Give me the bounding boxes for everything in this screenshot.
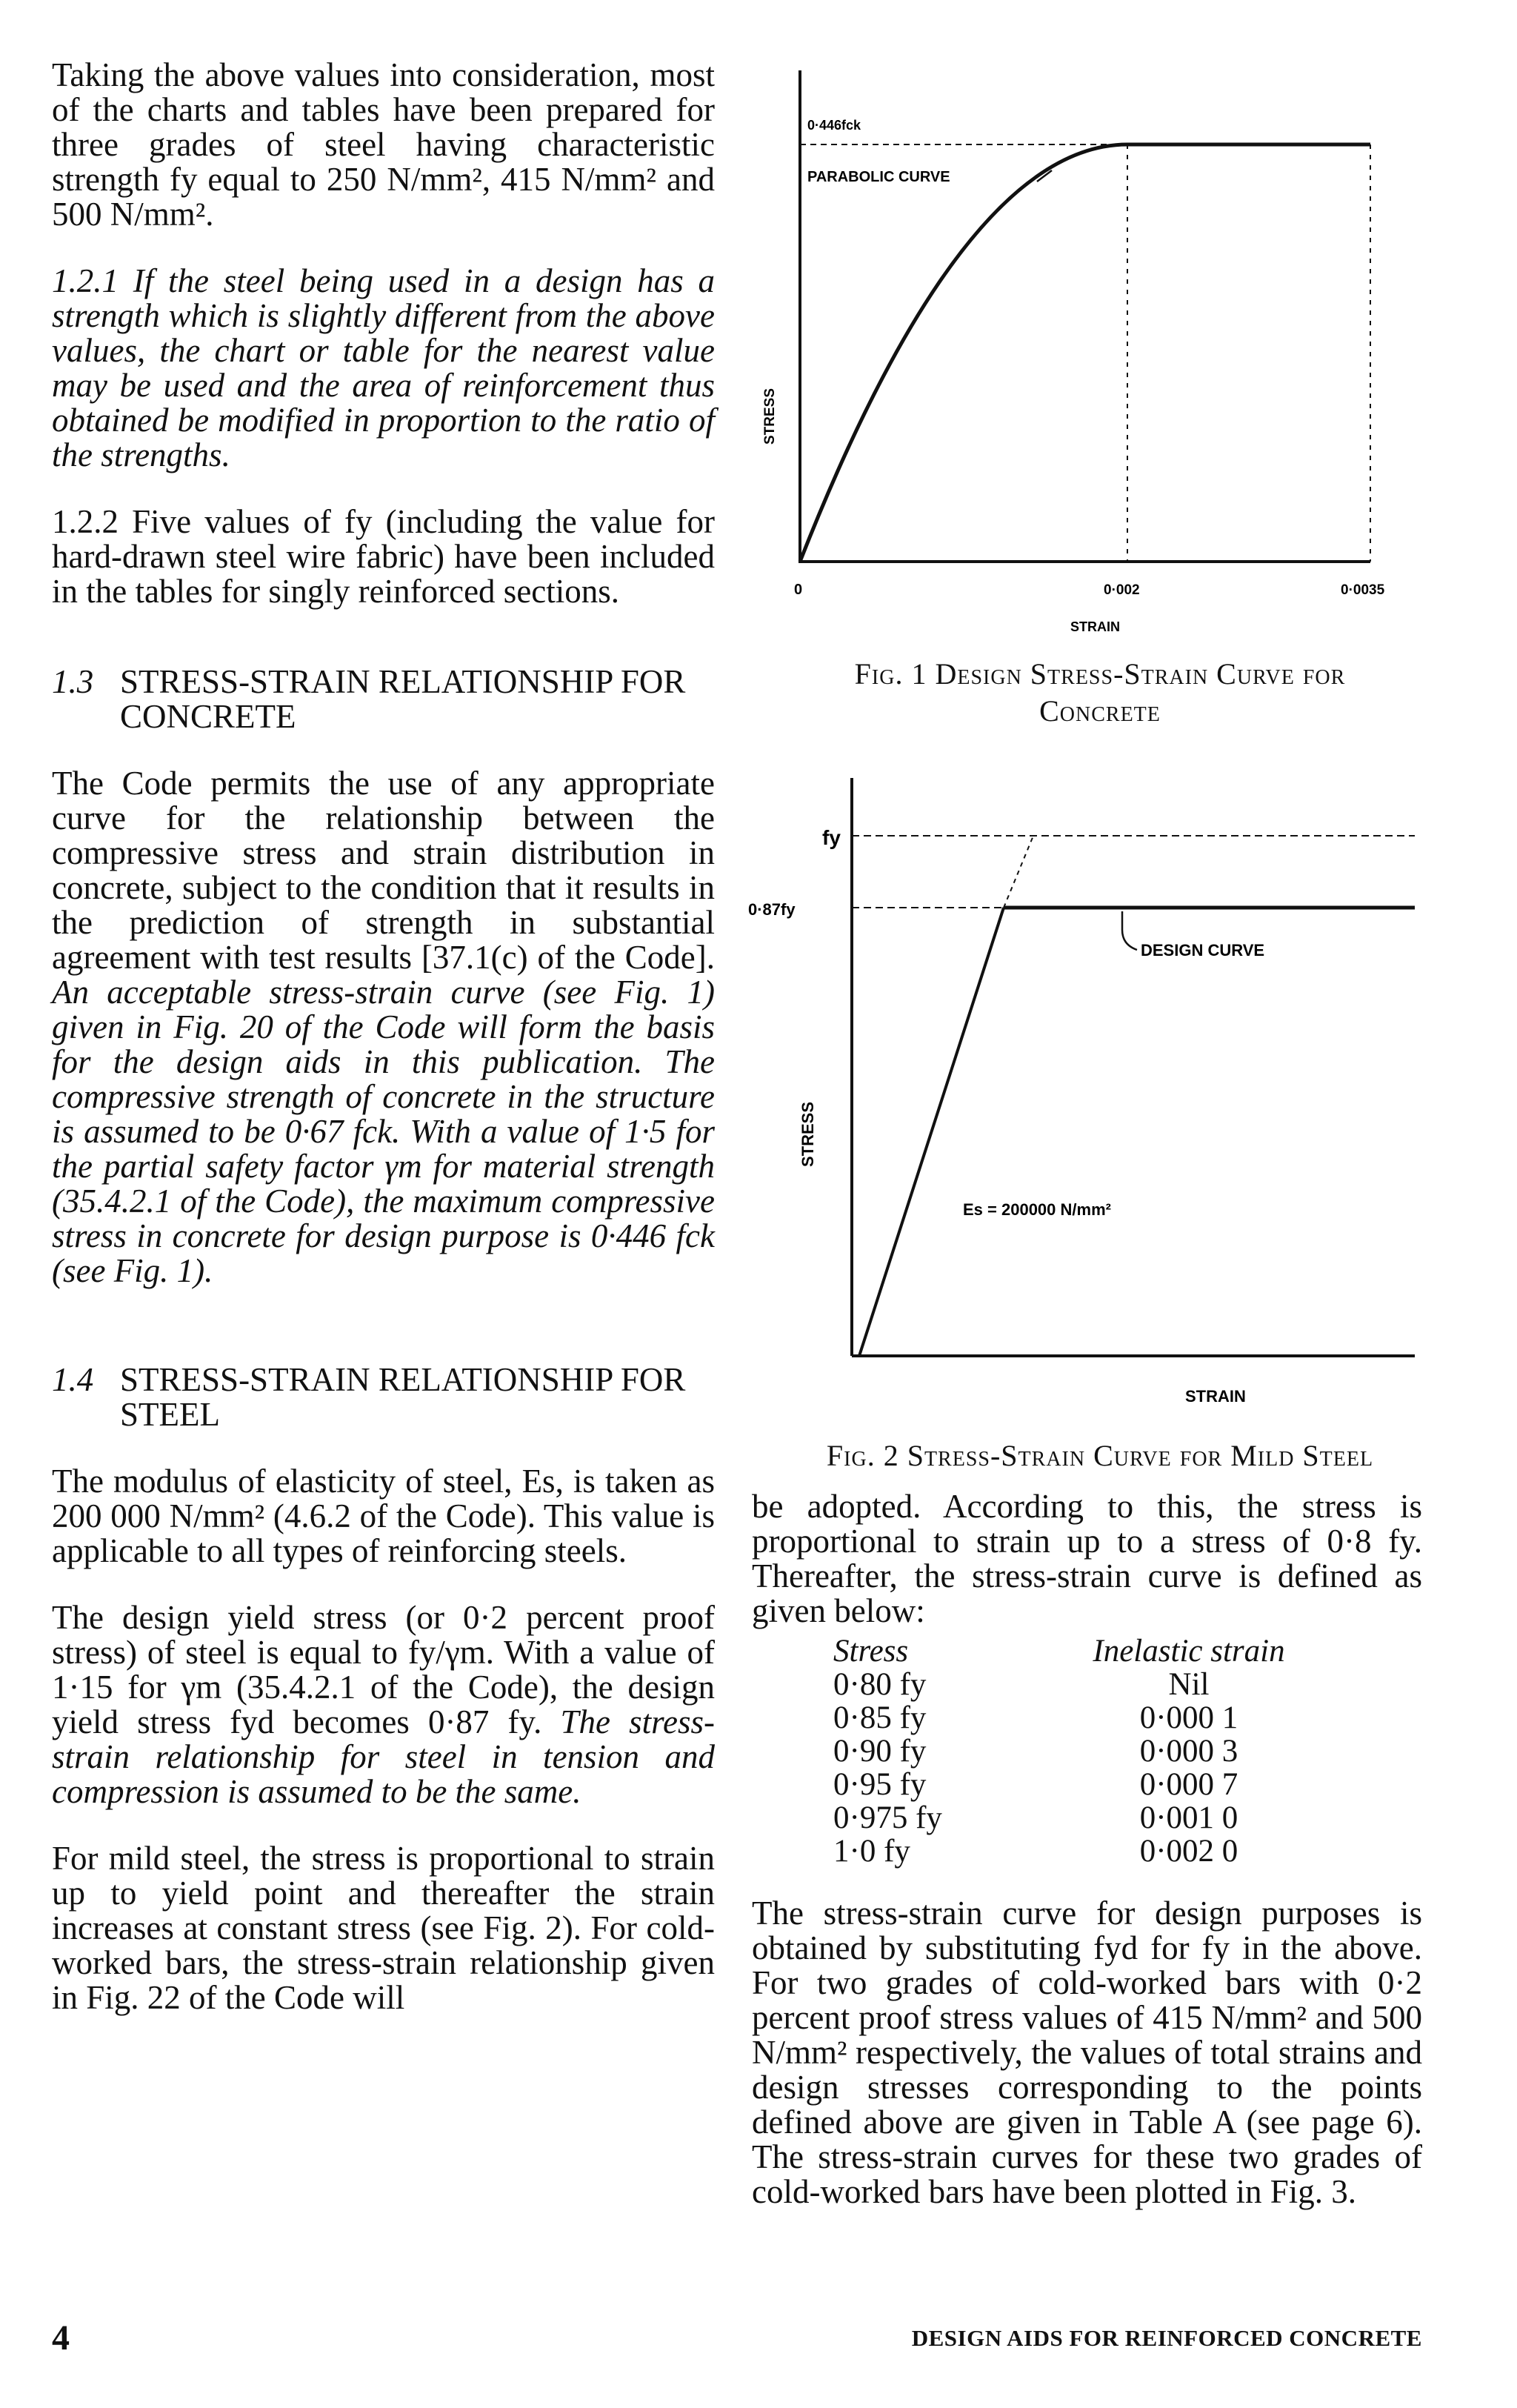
section-1-4-heading [52, 1363, 715, 1432]
running-head: DESIGN AIDS FOR REINFORCED CONCRETE [911, 2325, 1422, 2351]
fig1-parabolic-curve [800, 144, 1370, 562]
fig1-peak-label: 0·446fck [807, 118, 861, 133]
stress-cell: 0·85 fy [833, 1700, 927, 1735]
figure-1-caption-line-2: Concrete [1039, 694, 1161, 728]
fig1-y-label: STRESS [762, 388, 778, 445]
figure-1 [748, 59, 1452, 637]
strain-cell: 0·000 7 [1139, 1767, 1238, 1802]
design-curve-paragraph: The stress-strain curve for design purposes is obtained by substituting fyd for fy in the above. For two grades of cold-worked bars with 0·2 percent proof stress values of 415 N/mm² and 500 N/mm² respectively, the values of total strains and design stresses corresponding to the points defined above are given in Table A (see page 6). The stress-strain curves for these two grades of cold-worked bars have been plotted in Fig. 3. [752, 1895, 1422, 2210]
stress-cell: 0·95 fy [833, 1767, 927, 1802]
stress-cell: 0·90 fy [833, 1734, 927, 1769]
table-row [833, 1701, 1300, 1735]
clause-1-3-italic-text: An acceptable stress-strain curve (see Fig. 1) given in Fig. 20 of the Code will form the basis for the design aids in this publication. The compressive strength of concrete in the structure is assumed to be 0·67 fck. With a value of 1·5 for the partial safety factor γm for material strength (35.4.2.1 of the Code), the maximum compressive stress in concrete for design purpose is 0·446 fck (see Fig. 1). [52, 974, 715, 1289]
table-row [833, 1735, 1300, 1768]
strain-cell: 0·000 3 [1139, 1734, 1238, 1769]
fig1-tick-00035: 0·0035 [1341, 582, 1385, 598]
table-row [833, 1768, 1300, 1801]
cold-worked-paragraph: be adopted. According to this, the stress is proportional to strain up to a stress of 0·8 fy. Thereafter, the stress-strain curve is defined as given below: [752, 1488, 1422, 1629]
stress-cell: 0·975 fy [833, 1800, 942, 1835]
table-row [833, 1668, 1300, 1701]
fig2-fy-label: fy [822, 826, 841, 849]
fig1-tick-0: 0 [794, 582, 803, 598]
section-number: 1.4 [52, 1361, 94, 1398]
strain-cell: 0·000 1 [1139, 1700, 1238, 1735]
strain-cell: 0·002 0 [1139, 1834, 1238, 1869]
yield-text: The design yield stress (or 0·2 percent proof stress) of steel is equal to fy/γm. With a value of 1·15 for γm (35.4.2.1 of the Code), the design yield stress fyd becomes 0·87 fy. [52, 1599, 715, 1740]
fig1-tick-0002: 0·002 [1104, 582, 1140, 598]
figure-1-caption-line-1: Fig. 1 Design Stress-Strain Curve for [854, 657, 1346, 691]
section-title: STRESS-STRAIN RELATIONSHIP FOR STEEL [120, 1361, 686, 1433]
fig2-x-label: STRAIN [1185, 1387, 1246, 1406]
clause-1-3-text: The Code permits the use of any appropriate curve for the relationship between the compressive stress and strain distribution in concrete, subject to the condition that it results in the prediction of strength in substantial agreement with test results [37.1(c) of the Code]. [52, 765, 715, 976]
right-column [752, 1489, 1422, 2209]
figure-2-caption: Fig. 2 Stress-Strain Curve for Mild Steel [826, 1439, 1374, 1472]
yield-italic-text: The stress-strain relationship for steel in tension and compression is assumed to be the same. [52, 1703, 715, 1810]
intro-paragraph: Taking the above values into consideration, most of the charts and tables have been prepared for three grades of steel having characteristic strength fy equal to 250 N/mm², 415 N/mm² and 500 N/mm². [52, 56, 715, 233]
clause-1-4-yield [52, 1600, 715, 1809]
figure-2 [748, 763, 1452, 1415]
figure-1-plot [748, 59, 1452, 637]
fig2-elastic-line [859, 908, 1004, 1356]
strain-header: Inelastic strain [1093, 1634, 1285, 1669]
figure-2-plot [748, 763, 1452, 1415]
clause-1-2-1: 1.2.1 If the steel being used in a design has a strength which is slightly different from the above values, the chart or table for the nearest value may be used and the area of reinforcement thus obtained be modified in proportion to the ratio of the strengths. [52, 262, 715, 473]
clause-1-3-paragraph [52, 766, 715, 1288]
fig1-x-label: STRAIN [1070, 619, 1120, 634]
stress-header: Stress [833, 1634, 909, 1669]
fig2-curve-label: DESIGN CURVE [1141, 941, 1265, 959]
fig1-curve-label: PARABOLIC CURVE [807, 169, 950, 185]
stress-cell: 0·80 fy [833, 1667, 927, 1702]
section-1-3-heading [52, 665, 715, 734]
fig2-fyd-label: 0·87fy [748, 900, 796, 919]
page-number: 4 [52, 2318, 70, 2358]
clause-1-2-2: 1.2.2 Five values of fy (including the value for hard-drawn steel wire fabric) have been included in the tables for singly reinforced sections. [52, 503, 715, 610]
strain-cell: 0·001 0 [1139, 1800, 1238, 1835]
table-row [833, 1835, 1300, 1868]
strain-cell: Nil [1168, 1667, 1210, 1702]
inelastic-strain-table [833, 1634, 1300, 1868]
section-title: STRESS-STRAIN RELATIONSHIP FOR CONCRETE [120, 663, 686, 735]
fig2-theoretical-dash [1004, 836, 1033, 908]
fig2-design-curve-pointer [1122, 911, 1137, 950]
fig2-y-label: STRESS [798, 1101, 817, 1167]
table-header-row [833, 1634, 1300, 1668]
left-column [52, 58, 715, 2015]
figure-1-caption [748, 656, 1452, 730]
clause-1-4-modulus: The modulus of elasticity of steel, Es, is taken as 200 000 N/mm² (4.6.2 of the Code). This value is applicable to all types of reinforcing steels. [52, 1463, 715, 1569]
table-row [833, 1801, 1300, 1835]
clause-1-4-mild-steel: For mild steel, the stress is proportional to strain up to yield point and thereafter the strain increases at constant stress (see Fig. 2). For cold-worked bars, the stress-strain relationship given in Fig. 22 of the Code will [52, 1840, 715, 2016]
stress-cell: 1·0 fy [833, 1834, 910, 1869]
section-number: 1.3 [52, 663, 94, 700]
fig2-modulus-label: Es = 200000 N/mm² [963, 1200, 1111, 1219]
